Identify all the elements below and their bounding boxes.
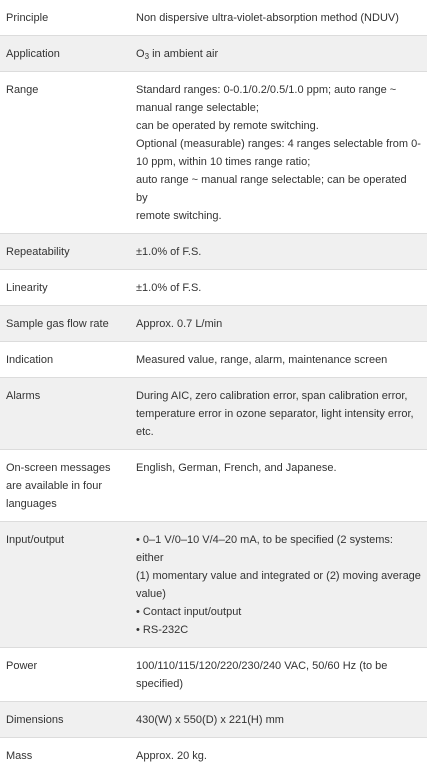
spec-row-alarms (0, 378, 427, 450)
ozone-symbol: O (136, 48, 145, 60)
spec-value-line: Non dispersive ultra-violet-absorption method (NDUV) (136, 9, 421, 27)
spec-value-line: Optional (measurable) ranges: 4 ranges selectable from 0- (136, 135, 421, 153)
spec-row-dimensions (0, 702, 427, 738)
spec-value-line: • RS-232C (136, 621, 421, 639)
spec-row-indication (0, 342, 427, 378)
spec-label: Alarms (0, 378, 131, 450)
spec-label: Power (0, 648, 131, 702)
spec-value-line: temperature error in ozone separator, light intensity error, (136, 405, 421, 423)
spec-label: Input/output (0, 522, 131, 648)
spec-label-line: languages (6, 495, 125, 513)
spec-label: Application (0, 36, 131, 72)
spec-value-line: 100/110/115/120/220/230/240 VAC, 50/60 Hz (to be (136, 657, 421, 675)
spec-row-sample-gas-flow-rate (0, 306, 427, 342)
spec-label: Sample gas flow rate (0, 306, 131, 342)
spec-value-line: ±1.0% of F.S. (136, 243, 421, 261)
spec-value (131, 36, 427, 72)
spec-row-linearity (0, 270, 427, 306)
spec-value-line: value) (136, 585, 421, 603)
spec-value-line (136, 45, 421, 63)
spec-row-application (0, 36, 427, 72)
spec-value-line: During AIC, zero calibration error, span calibration error, (136, 387, 421, 405)
spec-row-repeatability (0, 234, 427, 270)
spec-label-line: are available in four (6, 477, 125, 495)
spec-value-line: remote switching. (136, 207, 421, 225)
spec-value-line: Standard ranges: 0-0.1/0.2/0.5/1.0 ppm; auto range ~ (136, 81, 421, 99)
spec-row-range (0, 72, 427, 234)
spec-label: Repeatability (0, 234, 131, 270)
spec-value (131, 648, 427, 702)
spec-value (131, 72, 427, 234)
spec-value-line: can be operated by remote switching. (136, 117, 421, 135)
spec-value (131, 450, 427, 522)
spec-value-line: (1) momentary value and integrated or (2) moving average (136, 567, 421, 585)
spec-value-line: 430(W) x 550(D) x 221(H) mm (136, 711, 421, 729)
spec-value-line: auto range ~ manual range selectable; can be operated by (136, 171, 421, 207)
spec-value-line: • 0–1 V/0–10 V/4–20 mA, to be specified (2 systems: either (136, 531, 421, 567)
spec-value (131, 702, 427, 738)
spec-row-power (0, 648, 427, 702)
spec-row-input-output (0, 522, 427, 648)
spec-value-line: English, German, French, and Japanese. (136, 459, 421, 477)
spec-value (131, 306, 427, 342)
spec-label: Range (0, 72, 131, 234)
spec-value (131, 522, 427, 648)
spec-label: Dimensions (0, 702, 131, 738)
spec-label-line: On-screen messages (6, 459, 125, 477)
spec-value-line: specified) (136, 675, 421, 693)
spec-value (131, 270, 427, 306)
spec-value-line: Approx. 0.7 L/min (136, 315, 421, 333)
spec-label: Linearity (0, 270, 131, 306)
spec-value-line: etc. (136, 423, 421, 441)
spec-row-mass (0, 738, 427, 773)
spec-value-line: 10 ppm, within 10 times range ratio; (136, 153, 421, 171)
ozone-subscript: 3 (145, 52, 149, 61)
spec-value-line: ±1.0% of F.S. (136, 279, 421, 297)
spec-value (131, 738, 427, 773)
spec-value-line: Approx. 20 kg. (136, 747, 421, 765)
spec-label: Indication (0, 342, 131, 378)
spec-value (131, 234, 427, 270)
spec-value (131, 0, 427, 36)
spec-value (131, 378, 427, 450)
application-text: in ambient air (149, 48, 218, 60)
spec-label (0, 450, 131, 522)
spec-value (131, 342, 427, 378)
spec-value-line: manual range selectable; (136, 99, 421, 117)
spec-value-line: Measured value, range, alarm, maintenance screen (136, 351, 421, 369)
spec-value-line: • Contact input/output (136, 603, 421, 621)
spec-label: Principle (0, 0, 131, 36)
spec-label: Mass (0, 738, 131, 773)
spec-row-principle (0, 0, 427, 36)
spec-row-languages (0, 450, 427, 522)
